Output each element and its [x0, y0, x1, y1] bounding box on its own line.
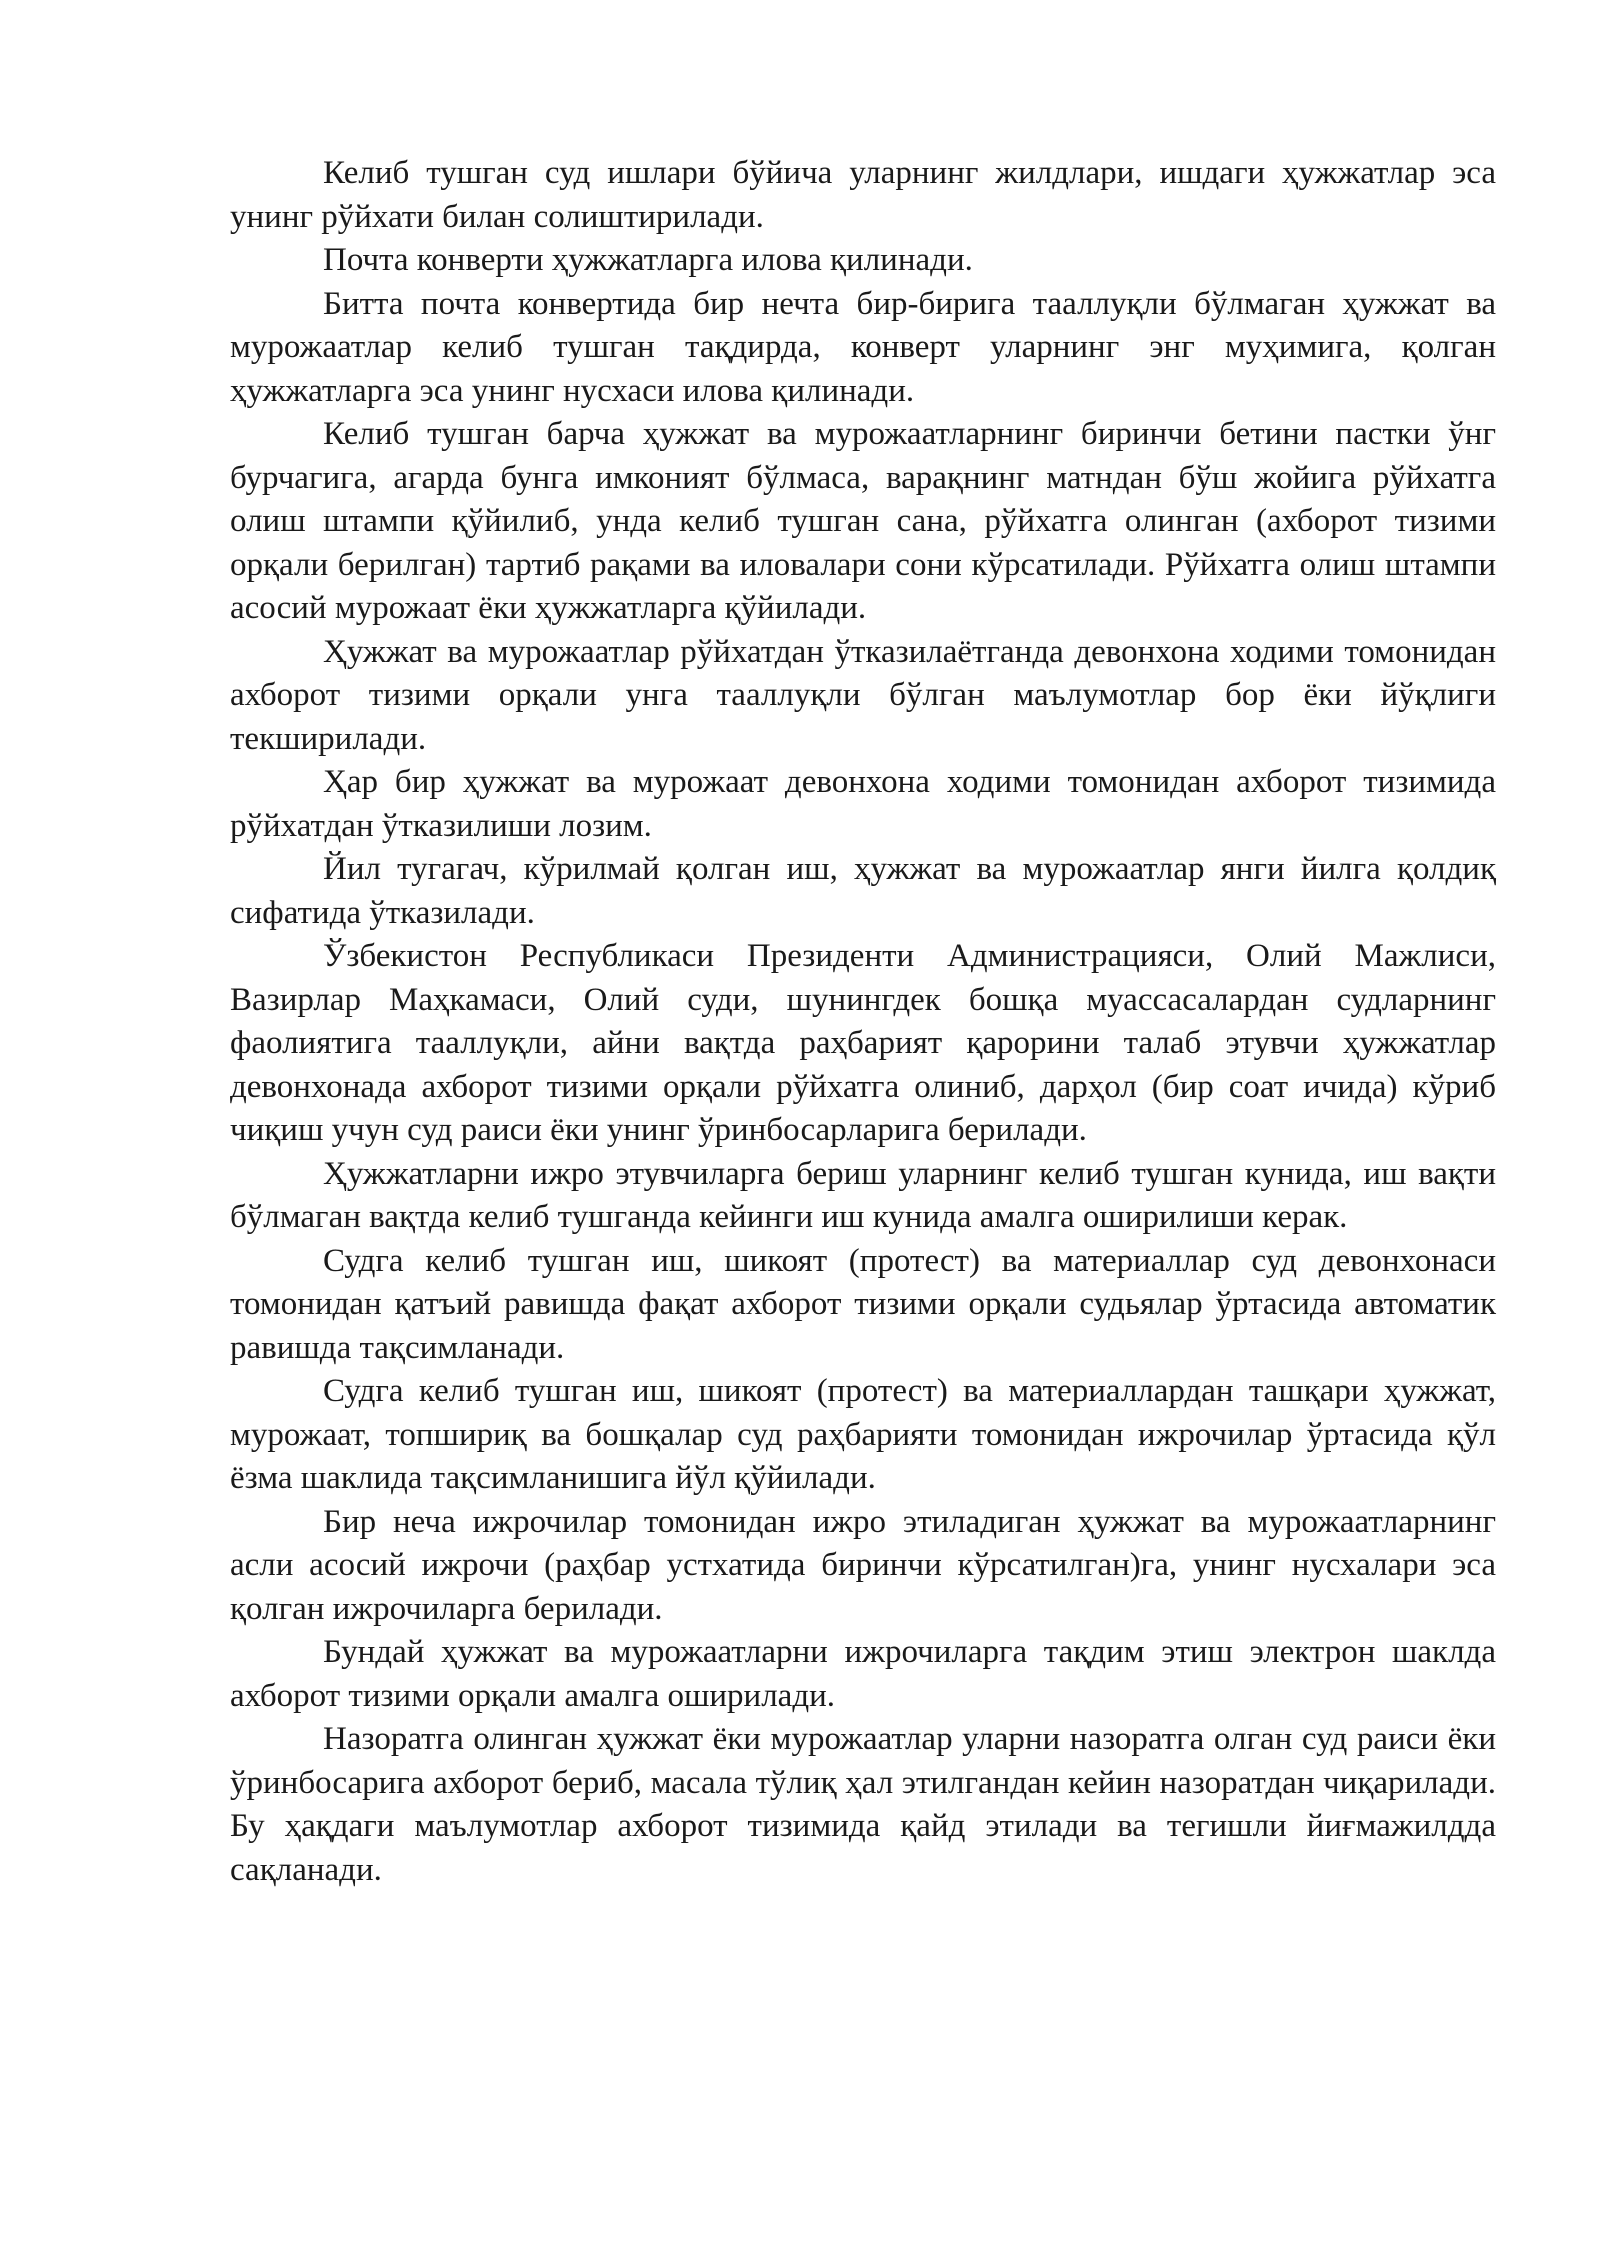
- paragraph: Судга келиб тушган иш, шикоят (протест) ва материаллар суд девонхонаси томонидан қатъий равишда фақат ахборот тизими орқали судьялар ўртасида автоматик равишда тақсимланади.: [230, 1242, 1496, 1366]
- paragraph: Бундай ҳужжат ва мурожаатларни ижрочиларга тақдим этиш электрон шаклда ахборот тизими орқали амалга оширилади.: [230, 1634, 1496, 1714]
- paragraph: Ҳар бир ҳужжат ва мурожаат девонхона ходими томонидан ахборот тизимида рўйхатдан ўтказилиши лозим.: [230, 764, 1496, 844]
- document-body: [230, 152, 1496, 1892]
- paragraph: Судга келиб тушган иш, шикоят (протест) ва материаллардан ташқари ҳужжат, мурожаат, топшириқ ва бошқалар суд раҳбарияти томонидан ижрочилар ўртасида қўл ёзма шаклида тақсимланишига йўл қўйилади.: [230, 1373, 1496, 1496]
- paragraph: Ҳужжатларни ижро этувчиларга бериш уларнинг келиб тушган кунида, иш вақти бўлмаган вақтда келиб тушганда кейинги иш кунида амалга оширилиши керак.: [230, 1155, 1496, 1235]
- paragraph: Йил тугагач, кўрилмай қолган иш, ҳужжат ва мурожаатлар янги йилга қолдиқ сифатида ўтказилади.: [230, 851, 1496, 931]
- paragraph: Битта почта конвертида бир нечта бир-бирига тааллуқли бўлмаган ҳужжат ва мурожаатлар келиб тушган тақдирда, конверт уларнинг энг муҳимига, қолган ҳужжатларга эса унинг нусхаси илова қилинади.: [230, 285, 1496, 409]
- paragraph: Ҳужжат ва мурожаатлар рўйхатдан ўтказилаётганда девонхона ходими томонидан ахборот тизими орқали унга тааллуқли бўлган маълумотлар бор ёки йўқлиги текширилади.: [230, 633, 1496, 757]
- paragraph: Бир неча ижрочилар томонидан ижро этиладиган ҳужжат ва мурожаатларнинг асли асосий ижрочи (раҳбар устхатида биринчи кўрсатилган)га, унинг нусхалари эса қолган ижрочиларга берилади.: [230, 1503, 1496, 1627]
- paragraph: Почта конверти ҳужжатларга илова қилинади.: [323, 242, 973, 278]
- paragraph: Келиб тушган суд ишлари бўйича уларнинг жилдлари, ишдаги ҳужжатлар эса унинг рўйхати билан солиштирилади.: [230, 155, 1496, 235]
- paragraph: Келиб тушган барча ҳужжат ва мурожаатларнинг биринчи бетини пастки ўнг бурчагига, агарда бунга имконият бўлмаса, варақнинг матндан бўш жойига рўйхатга олиш штампи қўйилиб, унда келиб тушган сана, рўйхатга олинган (ахборот тизими орқали берилган) тартиб рақами ва иловалари сони кўрсатилади. Рўйхатга олиш штампи асосий мурожаат ёки ҳужжатларга қўйилади.: [230, 416, 1496, 626]
- paragraph: Назоратга олинган ҳужжат ёки мурожаатлар уларни назоратга олган суд раиси ёки ўринбосарига ахборот бериб, масала тўлиқ ҳал этилгандан кейин назоратдан чиқарилади. Бу ҳақдаги маълумотлар ахборот тизимида қайд этилади ва тегишли йиғмажилдда сақланади.: [230, 1721, 1496, 1888]
- paragraph: Ўзбекистон Республикаси Президенти Администрацияси, Олий Мажлиси, Вазирлар Маҳкамаси, Олий суди, шунингдек бошқа муассасалардан судларнинг фаолиятига тааллуқли, айни вақтда раҳбарият қарорини талаб этувчи ҳужжатлар девонхонада ахборот тизими орқали рўйхатга олиниб, дарҳол (бир соат ичида) кўриб чиқиш учун суд раиси ёки унинг ўринбосарларига берилади.: [230, 938, 1496, 1148]
